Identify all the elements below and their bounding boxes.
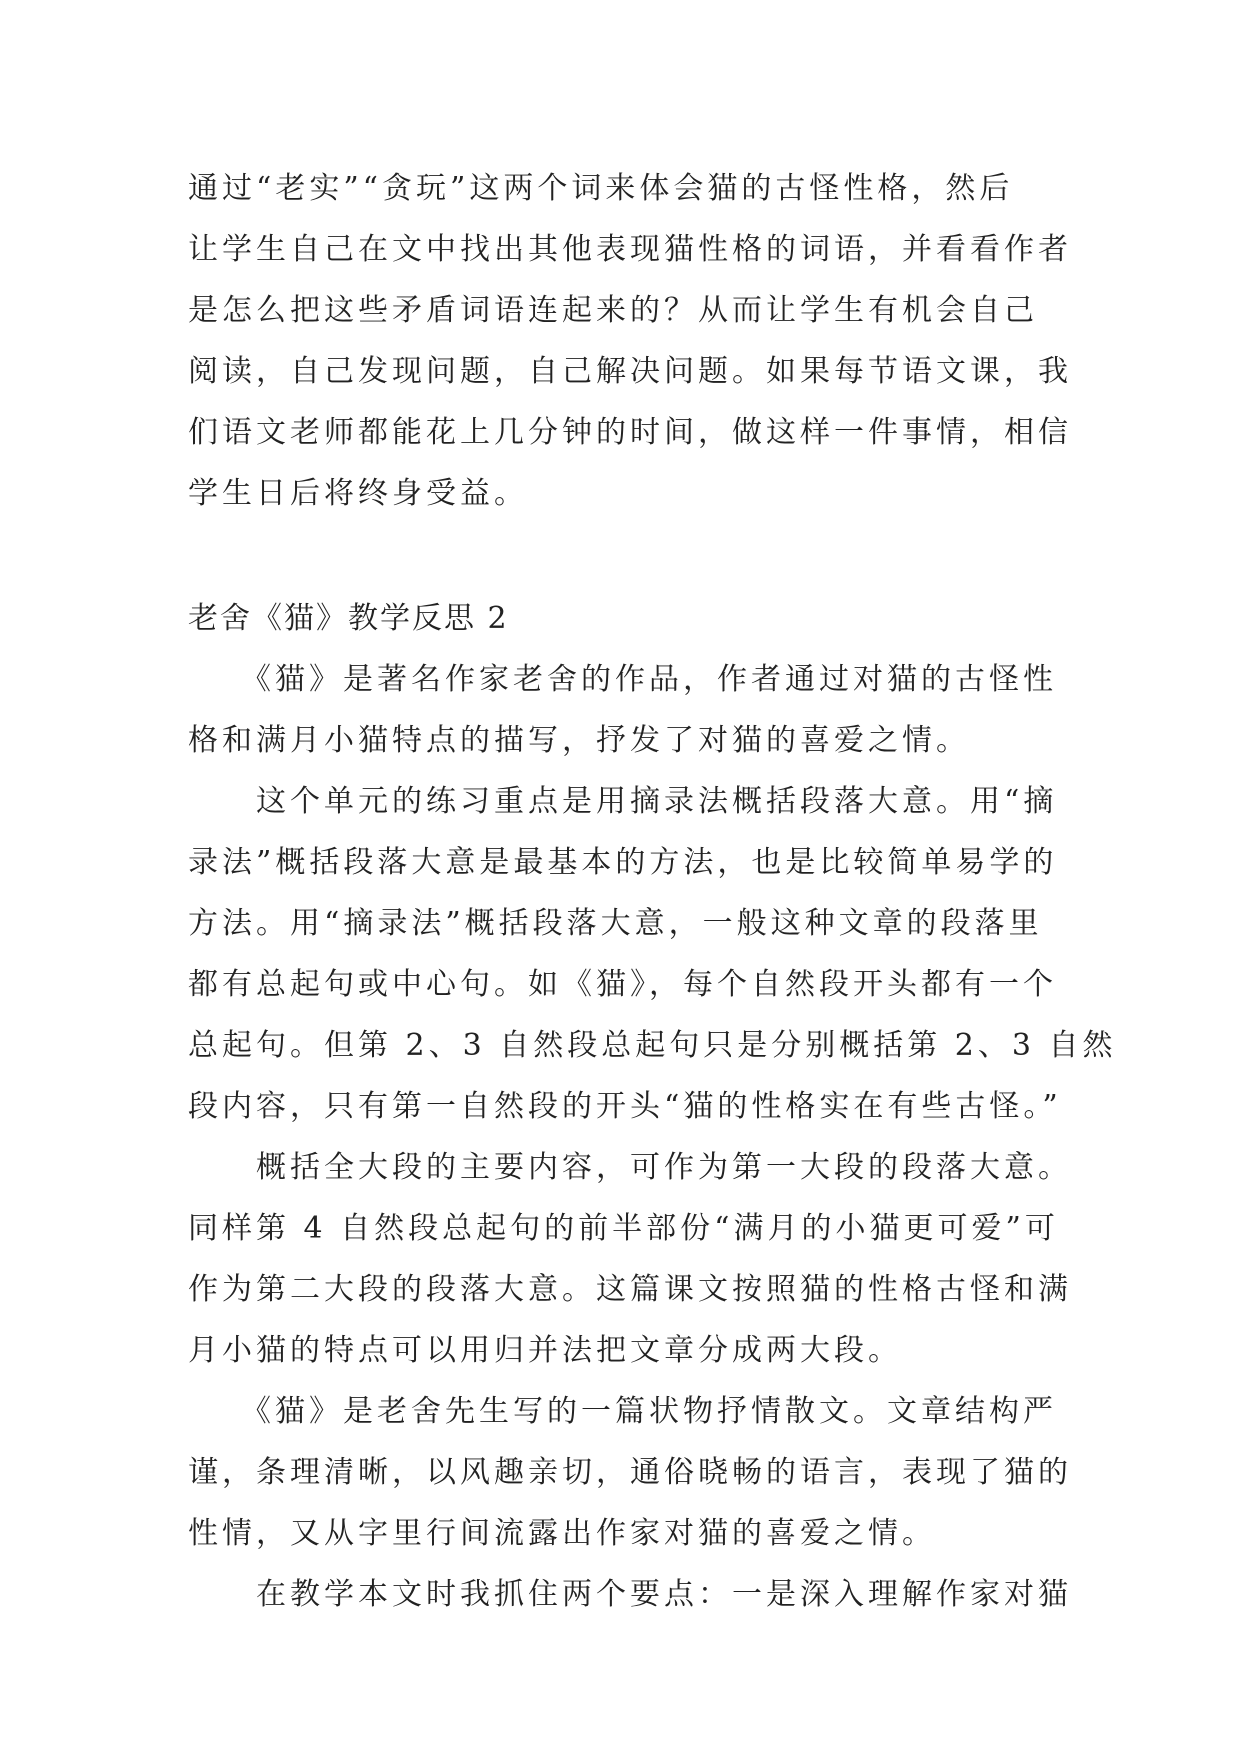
section-title: 老舍《猫》教学反思 2 (188, 601, 509, 636)
text-line: 录法”概括段落大意是最基本的方法，也是比较简单易学的 (188, 845, 1058, 880)
text-line: 通过“老实”“贪玩”这两个词来体会猫的古怪性格，然后 (188, 171, 1014, 206)
text-line: 格和满月小猫特点的描写，抒发了对猫的喜爱之情。 (188, 723, 970, 758)
text-line: 月小猫的特点可以用归并法把文章分成两大段。 (188, 1333, 902, 1368)
text-line: 这个单元的练习重点是用摘录法概括段落大意。用“摘 (188, 784, 1058, 819)
text-line: 段内容，只有第一自然段的开头“猫的性格实在有些古怪。” (188, 1089, 1062, 1124)
text-line: 在教学本文时我抓住两个要点：一是深入理解作家对猫 (188, 1577, 1072, 1612)
text-line: 阅读，自己发现问题，自己解决问题。如果每节语文课，我 (188, 354, 1072, 389)
text-line: 让学生自己在文中找出其他表现猫性格的词语，并看看作者 (188, 232, 1072, 267)
text-line: 学生日后将终身受益。 (188, 476, 528, 511)
text-line: 概括全大段的主要内容，可作为第一大段的段落大意。 (188, 1150, 1072, 1185)
document-body (188, 158, 1117, 1625)
text-line: 《猫》是著名作家老舍的作品，作者通过对猫的古怪性 (188, 662, 1057, 697)
text-line: 们语文老师都能花上几分钟的时间，做这样一件事情，相信 (188, 415, 1072, 450)
text-line: 《猫》是老舍先生写的一篇状物抒情散文。文章结构严 (188, 1394, 1057, 1429)
text-line: 谨，条理清晰，以风趣亲切，通俗晓畅的语言，表现了猫的 (188, 1455, 1072, 1490)
text-line: 总起句。但第 2、3 自然段总起句只是分别概括第 2、3 自然 (188, 1028, 1117, 1063)
text-line: 同样第 4 自然段总起句的前半部份“满月的小猫更可爱”可 (188, 1211, 1059, 1246)
text-line: 方法。用“摘录法”概括段落大意，一般这种文章的段落里 (188, 906, 1043, 941)
text-line: 作为第二大段的段落大意。这篇课文按照猫的性格古怪和满 (188, 1272, 1072, 1307)
text-line: 性情，又从字里行间流露出作家对猫的喜爱之情。 (188, 1516, 936, 1551)
blank-line (188, 524, 1068, 588)
text-line: 是怎么把这些矛盾词语连起来的？从而让学生有机会自己 (188, 293, 1038, 328)
text-line: 都有总起句或中心句。如《猫》，每个自然段开头都有一个 (188, 967, 1057, 1002)
